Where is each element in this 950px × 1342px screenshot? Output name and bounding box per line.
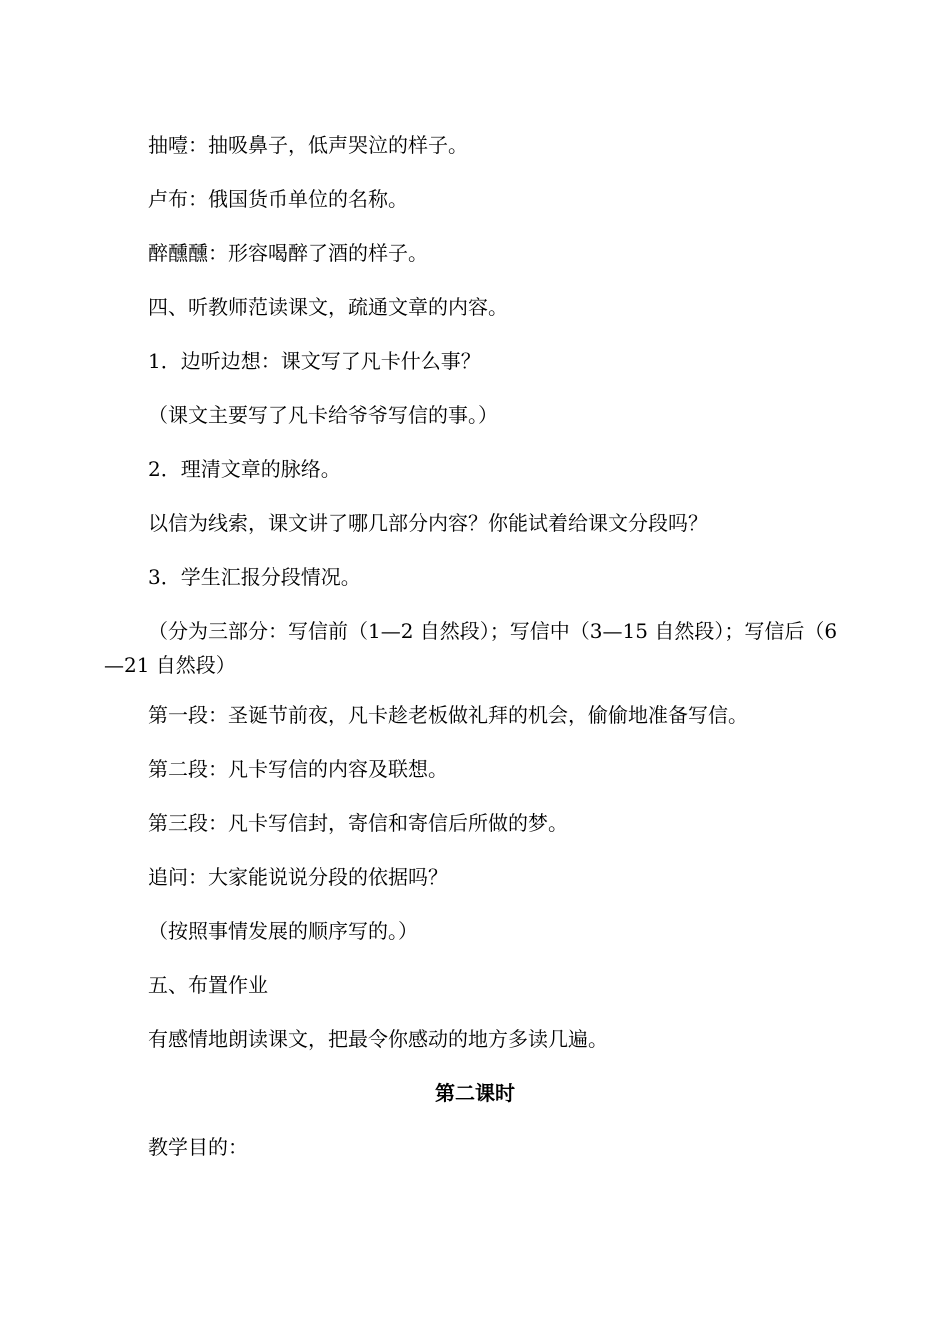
answer-three-parts: （分为三部分：写信前（1—2 自然段）；写信中（3—15 自然段）；写信后（6—21 自然段） (104, 619, 838, 677)
follow-up-answer: （按照事情发展的顺序写的。） (148, 919, 418, 943)
step-one: 1．边听边想：课文写了凡卡什么事？ (148, 349, 481, 373)
answer-one: （课文主要写了凡卡给爷爷写信的事。） (148, 403, 498, 427)
paragraph-zuixunxun: 醉醺醺：形容喝醉了酒的样子。 (148, 241, 428, 265)
section-four-heading: 四、听教师范读课文，疏通文章的内容。 (148, 295, 508, 319)
step-two: 2．理清文章的脉络。 (148, 457, 341, 481)
step-three: 3．学生汇报分段情况。 (148, 565, 361, 589)
teaching-objectives-label: 教学目的： (148, 1135, 248, 1159)
section-title: 第二课时 (435, 1081, 515, 1105)
part-three: 第三段：凡卡写信封，寄信和寄信后所做的梦。 (148, 811, 568, 835)
part-two: 第二段：凡卡写信的内容及联想。 (148, 757, 448, 781)
section-five-heading: 五、布置作业 (148, 973, 268, 997)
question-paragraphing: 以信为线索，课文讲了哪几部分内容？你能试着给课文分段吗？ (148, 511, 708, 535)
paragraph-choyi: 抽噎：抽吸鼻子，低声哭泣的样子。 (148, 133, 468, 157)
follow-up-question: 追问：大家能说说分段的依据吗？ (148, 865, 448, 889)
paragraph-lubu: 卢布：俄国货币单位的名称。 (148, 187, 408, 211)
homework: 有感情地朗读课文，把最令你感动的地方多读几遍。 (148, 1027, 608, 1051)
part-one: 第一段：圣诞节前夜，凡卡趁老板做礼拜的机会，偷偷地准备写信。 (148, 703, 748, 727)
